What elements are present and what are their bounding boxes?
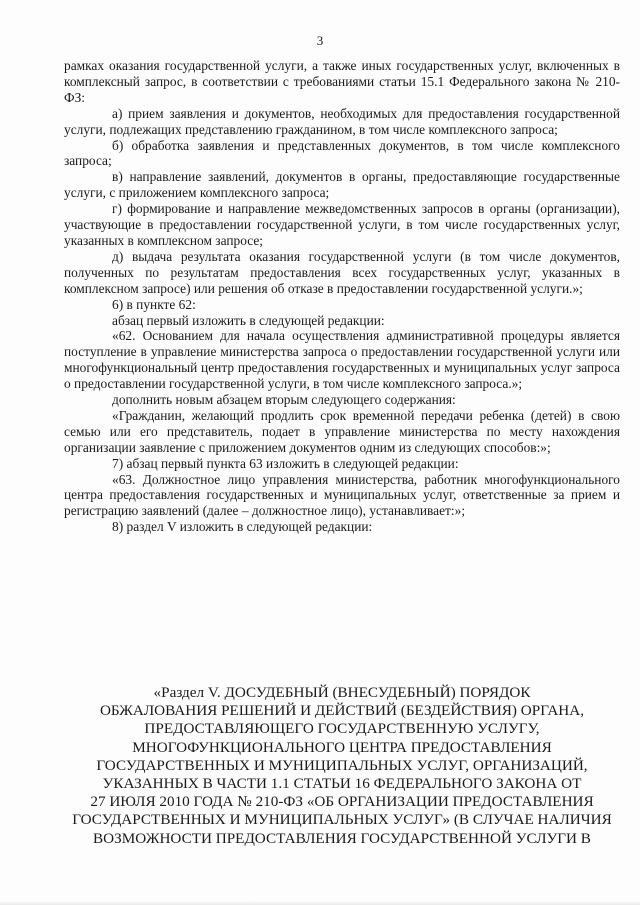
- scan-bottom-edge: [0, 901, 640, 905]
- section-title-line: МНОГОФУНКЦИОНАЛЬНОГО ЦЕНТРА ПРЕДОСТАВЛЕНИЯ: [132, 738, 552, 756]
- paragraph-clause-62: «62. Основанием для начала осуществления административной процедуры является поступление в управление министерства запроса о предоставлении государственной услуги или многофункциональный центр предоставления государственных и муниципальных услуг запроса о предоставлении государственной услуги, в том числе комплексного запроса.»;: [64, 328, 620, 392]
- paragraph-citizen-request: «Гражданин, желающий продлить срок временной передачи ребенка (детей) в свою семью или его представитель, подает в управление министерства по месту нахождения организации заявление с приложением документов одним из следующих способов:»;: [64, 407, 620, 455]
- section-title-line: УКАЗАННЫХ В ЧАСТИ 1.1 СТАТЬИ 16 ФЕДЕРАЛЬНОГО ЗАКОНА ОТ: [102, 775, 582, 793]
- paragraph-point-7: 7) абзац первый пункта 63 изложить в следующей редакции:: [112, 455, 459, 471]
- section-title-line: ГОСУДАРСТВЕННЫХ И МУНИЦИПАЛЬНЫХ УСЛУГ» (В СЛУЧАЕ НАЛИЧИЯ: [72, 811, 612, 829]
- paragraph-item-b: б) обработка заявления и представленных документов, в том числе комплексного запроса;: [64, 137, 620, 169]
- section-title-line: ОБЖАЛОВАНИЯ РЕШЕНИЙ И ДЕЙСТВИЙ (БЕЗДЕЙСТВИЯ) ОРГАНА,: [99, 702, 585, 720]
- section-title-line: ПРЕДОСТАВЛЯЮЩЕГО ГОСУДАРСТВЕННУЮ УСЛУГУ,: [144, 720, 540, 738]
- paragraph-clause-63: «63. Должностное лицо управления министерства, работник многофункционального центра предоставления государственных и муниципальных услуг, ответственные за прием и регистрацию заявлений (далее – должностное лицо), устанавливает:»;: [64, 471, 620, 519]
- paragraph-point-8: 8) раздел V изложить в следующей редакции:: [112, 519, 373, 535]
- paragraph-continuation: рамках оказания государственной услуги, а также иных государственных услуг, включенных в комплексный запрос, в соответствии с требованиями статьи 15.1 Федерального закона № 210-ФЗ:: [64, 58, 620, 105]
- paragraph-item-v: в) направление заявлений, документов в органы, предоставляющие государственные услуги, с приложением комплексного запроса;: [64, 169, 620, 201]
- paragraph-item-g: г) формирование и направление межведомственных запросов в органы (организации), участвующие в предоставлении государственной услуги, в том числе государственных услуг, указанных в комплексном запросе;: [64, 201, 620, 248]
- section-title-line: «Раздел V. ДОСУДЕБНЫЙ (ВНЕСУДЕБНЫЙ) ПОРЯДОК: [153, 684, 531, 701]
- paragraph-item-d: д) выдача результата оказания государственной услуги (в том числе документов, полученных по результатам предоставления всех государственных услуг, указанных в комплексном запросе) или решения об отказе в предоставлении государственной услуги.»;: [64, 248, 620, 296]
- section-title-line: 27 ИЮЛЯ 2010 ГОДА № 210-ФЗ «ОБ ОРГАНИЗАЦИИ ПРЕДОСТАВЛЕНИЯ: [90, 793, 594, 811]
- section-title-line: ГОСУДАРСТВЕННЫХ И МУНИЦИПАЛЬНЫХ УСЛУГ, ОРГАНИЗАЦИЙ,: [96, 756, 588, 774]
- section-title-line: ВОЗМОЖНОСТИ ПРЕДОСТАВЛЕНИЯ ГОСУДАРСТВЕННОЙ УСЛУГИ В: [93, 829, 591, 847]
- body-text: [64, 58, 620, 535]
- paragraph-item-a: а) прием заявления и документов, необходимых для предоставления государственной услуги, подлежащих представлению гражданином, в том числе комплексного запроса;: [64, 105, 620, 137]
- paragraph-add-second-abzac: дополнить новым абзацем вторым следующего содержания:: [112, 392, 456, 408]
- section-title: [64, 684, 620, 848]
- paragraph-point-6: 6) в пункте 62:: [112, 296, 196, 312]
- paragraph-first-abzac-instruction: абзац первый изложить в следующей редакции:: [112, 312, 385, 328]
- page-number: 3: [316, 33, 324, 48]
